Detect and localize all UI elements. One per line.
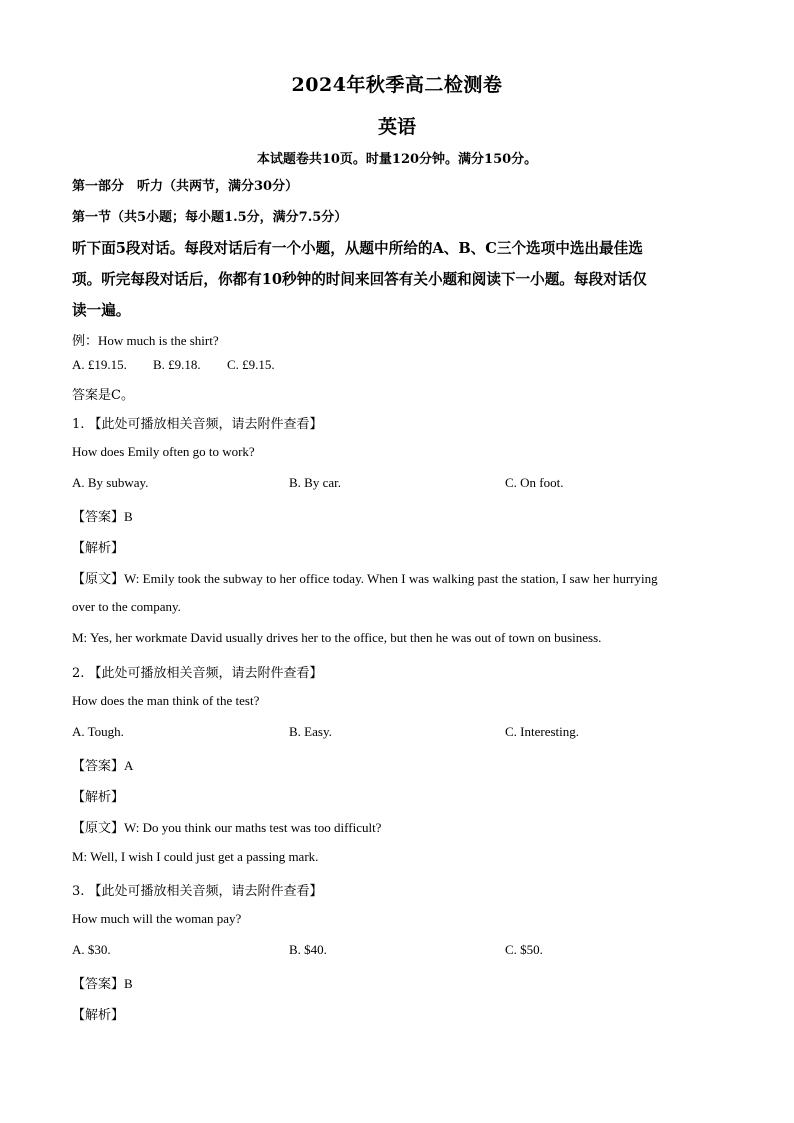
q2-answer-row xyxy=(72,755,722,774)
q2-answer: A xyxy=(124,758,134,773)
q1-option-a: A. By subway. xyxy=(72,475,149,490)
q1-question: How does Emily often go to work? xyxy=(72,444,255,459)
exam-title: 2024年秋季高二检测卷 xyxy=(291,74,503,96)
q1-answer-row xyxy=(72,506,722,525)
q3-option-c: C. $50. xyxy=(505,942,543,957)
instruction-line-2: 项。听完每段对话后，你都有10秒钟的时间来回答有关小题和阅读下一小题。每段对话仅 xyxy=(72,271,647,288)
q1-transcript-line-1 xyxy=(72,568,722,587)
q1-audio-note: 1. 【此处可播放相关音频，请去附件查看】 xyxy=(72,417,323,432)
q2-transcript-line-2: M: Well, I wish I could just get a passing mark. xyxy=(72,849,319,864)
exam-meta: 本试题卷共10页。时量120分钟。满分150分。 xyxy=(256,152,538,167)
q3-question: How much will the woman pay? xyxy=(72,911,242,926)
q3-answer-tag: 【答案】 xyxy=(72,977,125,992)
q2-transcript-text-1: W: Do you think our maths test was too difficult? xyxy=(124,820,382,835)
example-answer: 答案是C。 xyxy=(72,388,134,403)
q2-analysis-tag: 【解析】 xyxy=(72,790,125,805)
exam-subject: 英语 xyxy=(377,116,416,138)
example-option-c: C. £9.15. xyxy=(227,357,275,372)
example-option-b: B. £9.18. xyxy=(153,357,201,372)
part-heading: 第一部分 听力（共两节，满分30分） xyxy=(72,179,299,194)
q1-option-c: C. On foot. xyxy=(505,475,564,490)
q1-analysis-tag: 【解析】 xyxy=(72,541,125,556)
q2-question: How does the man think of the test? xyxy=(72,693,260,708)
q3-option-a: A. $30. xyxy=(72,942,111,957)
instruction-line-1: 听下面5段对话。每段对话后有一个小题，从题中所给的A、B、C三个选项中选出最佳选 xyxy=(72,240,643,257)
q2-transcript-line-1 xyxy=(72,817,722,836)
instruction-line-3: 读一遍。 xyxy=(72,302,131,319)
q2-option-c: C. Interesting. xyxy=(505,724,580,739)
q1-answer: B xyxy=(124,509,133,524)
q1-transcript-text-1: W: Emily took the subway to her office today. When I was walking past the station, I saw her hurrying xyxy=(124,571,658,586)
q3-audio-note: 3. 【此处可播放相关音频，请去附件查看】 xyxy=(72,884,323,899)
q3-analysis-tag: 【解析】 xyxy=(72,1008,125,1023)
q3-option-b: B. $40. xyxy=(289,942,327,957)
q2-answer-tag: 【答案】 xyxy=(72,759,125,774)
q3-answer-row xyxy=(72,973,722,992)
example-option-a: A. £19.15. xyxy=(72,357,127,372)
q1-transcript-line-2: over to the company. xyxy=(72,599,181,614)
example-question: 例：How much is the shirt? xyxy=(72,333,219,348)
q1-transcript-tag: 【原文】 xyxy=(72,572,125,587)
section-heading: 第一节（共5小题；每小题1.5分，满分7.5分） xyxy=(72,210,348,225)
q2-audio-note: 2. 【此处可播放相关音频，请去附件查看】 xyxy=(72,666,323,681)
q1-transcript-line-3: M: Yes, her workmate David usually drives her to the office, but then he was out of town on business. xyxy=(72,630,602,645)
q2-transcript-tag: 【原文】 xyxy=(72,821,125,836)
q1-answer-tag: 【答案】 xyxy=(72,510,125,525)
q2-option-a: A. Tough. xyxy=(72,724,124,739)
q2-option-b: B. Easy. xyxy=(289,724,332,739)
q3-answer: B xyxy=(124,976,133,991)
q1-option-b: B. By car. xyxy=(289,475,341,490)
